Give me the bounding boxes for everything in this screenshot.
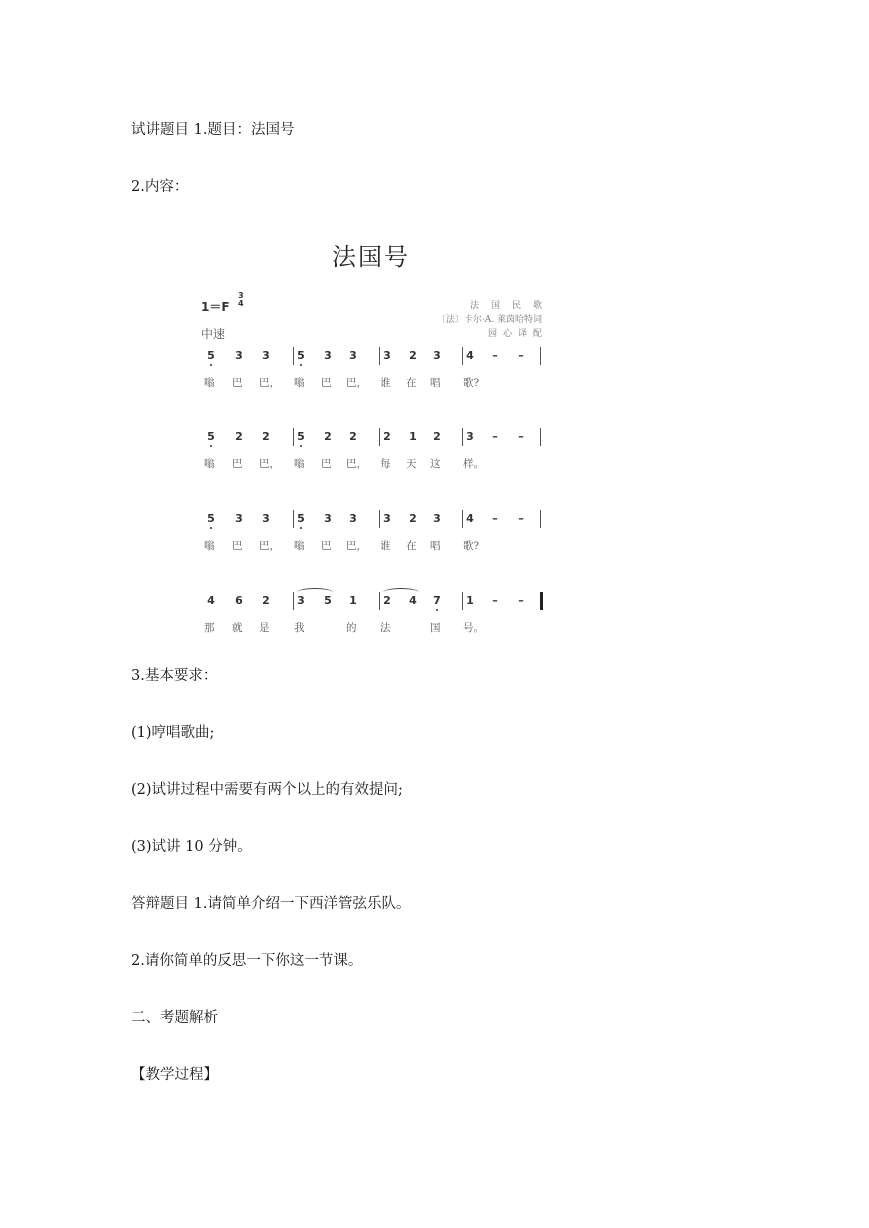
jianpu-note: 3 <box>466 430 474 443</box>
jianpu-note: 4 <box>466 349 474 362</box>
lyric-syllable: 这 <box>430 458 441 470</box>
lyric-syllable: 唱 <box>430 540 441 552</box>
jianpu-note: 2 <box>409 512 417 525</box>
jianpu-note: – <box>518 512 524 525</box>
slur-mark <box>383 588 419 597</box>
lyric-syllable: 天 <box>406 458 417 470</box>
defense-question-2: 2.请你简单的反思一下你这一节课。 <box>131 953 363 969</box>
jianpu-note: 3 <box>262 349 270 362</box>
credit-origin: 法国民歌 <box>469 301 554 311</box>
time-signature <box>238 292 244 308</box>
jianpu-note: 3 <box>324 512 332 525</box>
jianpu-note: – <box>492 349 498 362</box>
notation-row <box>196 347 546 365</box>
lyric-syllable: 样。 <box>463 458 484 470</box>
jianpu-note: – <box>518 594 524 607</box>
lyric-syllable: 巴， <box>259 458 280 470</box>
barline <box>540 347 541 365</box>
lyric-syllable: 嗡 <box>204 458 215 470</box>
lyric-syllable: 嗡 <box>294 540 305 552</box>
teaching-process-heading: 【教学过程】 <box>131 1067 218 1083</box>
lyric-syllable: 在 <box>406 377 417 389</box>
lyric-syllable: 国 <box>430 622 441 634</box>
lyric-row <box>196 456 546 474</box>
slur-mark <box>297 588 333 597</box>
notation-row <box>196 428 546 446</box>
jianpu-note: 2 <box>409 349 417 362</box>
lyric-syllable: 巴 <box>321 540 332 552</box>
jianpu-note: 7 <box>430 594 444 607</box>
credit-translator: 园心译配 <box>487 329 548 339</box>
jianpu-note: 3 <box>383 512 391 525</box>
lyric-syllable: 巴 <box>232 377 243 389</box>
lyric-syllable: 我 <box>294 622 305 634</box>
jianpu-note: 4 <box>207 594 215 607</box>
lyric-syllable: 巴 <box>232 540 243 552</box>
lyric-syllable: 巴， <box>259 540 280 552</box>
jianpu-note: 5 <box>294 512 308 525</box>
jianpu-note: 3 <box>262 512 270 525</box>
jianpu-note: 3 <box>324 349 332 362</box>
section-heading: 二、考题解析 <box>131 1010 218 1026</box>
credit-lyricist: 〔法〕卡尔·A. 莱茵哈特词 <box>436 315 542 325</box>
requirement-3: (3)试讲 10 分钟。 <box>131 839 252 855</box>
lyric-row <box>196 538 546 556</box>
lyric-syllable: 巴， <box>346 540 367 552</box>
jianpu-note: 5 <box>204 430 218 443</box>
lyric-syllable: 嗡 <box>294 377 305 389</box>
jianpu-note: 3 <box>235 349 243 362</box>
jianpu-note: 1 <box>349 594 357 607</box>
defense-question-1: 答辩题目 1.请简单介绍一下西洋管弦乐队。 <box>131 896 411 912</box>
lyric-syllable: 是 <box>259 622 270 634</box>
lyric-syllable: 在 <box>406 540 417 552</box>
jianpu-note: 3 <box>235 512 243 525</box>
lyric-syllable: 谁 <box>380 377 391 389</box>
lyric-syllable: 嗡 <box>204 377 215 389</box>
requirement-2: (2)试讲过程中需要有两个以上的有效提问; <box>131 782 403 798</box>
barline <box>540 510 541 528</box>
exam-topic-line: 试讲题目 1.题目：法国号 <box>131 122 295 138</box>
lyric-syllable: 巴， <box>346 458 367 470</box>
song-title: 法国号 <box>332 243 410 271</box>
jianpu-note: 3 <box>433 349 441 362</box>
lyric-syllable: 号。 <box>463 622 484 634</box>
lyric-syllable: 巴 <box>321 377 332 389</box>
lyric-syllable: 唱 <box>430 377 441 389</box>
requirement-1: (1)哼唱歌曲; <box>131 725 215 741</box>
lyric-syllable: 歌? <box>463 540 480 552</box>
jianpu-note: – <box>492 512 498 525</box>
jianpu-note: 5 <box>204 349 218 362</box>
jianpu-note: 2 <box>262 594 270 607</box>
jianpu-note: 5 <box>294 349 308 362</box>
time-signature-bottom: 4 <box>238 299 244 308</box>
jianpu-note: – <box>518 349 524 362</box>
jianpu-note: 2 <box>433 430 441 443</box>
lyric-syllable: 那 <box>204 622 215 634</box>
requirements-heading: 3.基本要求： <box>131 668 218 684</box>
jianpu-note: 3 <box>349 512 357 525</box>
jianpu-note: 2 <box>383 594 391 607</box>
jianpu-note: 2 <box>349 430 357 443</box>
jianpu-note: 2 <box>235 430 243 443</box>
jianpu-note: 3 <box>349 349 357 362</box>
jianpu-note: 2 <box>383 430 391 443</box>
tempo-marking: 中速 <box>201 327 226 341</box>
lyric-syllable: 巴， <box>346 377 367 389</box>
lyric-syllable: 巴 <box>232 458 243 470</box>
lyric-syllable: 巴， <box>259 377 280 389</box>
jianpu-note: 4 <box>409 594 417 607</box>
content-label: 2.内容： <box>131 179 189 195</box>
lyric-row <box>196 375 546 393</box>
lyric-syllable: 巴 <box>321 458 332 470</box>
barline <box>540 428 541 446</box>
jianpu-note: 3 <box>383 349 391 362</box>
jianpu-note: 5 <box>294 430 308 443</box>
lyric-syllable: 嗡 <box>204 540 215 552</box>
lyric-row <box>196 620 546 638</box>
jianpu-note: 2 <box>262 430 270 443</box>
key-signature: 1＝F <box>201 300 230 314</box>
final-barline <box>540 592 543 610</box>
notation-row <box>196 510 546 528</box>
lyric-syllable: 法 <box>380 622 391 634</box>
sheet-music <box>196 232 554 634</box>
jianpu-note: 4 <box>466 512 474 525</box>
jianpu-note: – <box>492 430 498 443</box>
lyric-syllable: 谁 <box>380 540 391 552</box>
jianpu-note: 5 <box>204 512 218 525</box>
lyric-syllable: 歌? <box>463 377 480 389</box>
jianpu-note: 2 <box>324 430 332 443</box>
lyric-syllable: 就 <box>232 622 243 634</box>
jianpu-note: 1 <box>466 594 474 607</box>
jianpu-note: 3 <box>297 594 305 607</box>
lyric-syllable: 的 <box>346 622 357 634</box>
jianpu-note: 1 <box>409 430 417 443</box>
notation-row <box>196 592 546 610</box>
jianpu-note: – <box>518 430 524 443</box>
jianpu-note: 6 <box>235 594 243 607</box>
jianpu-note: – <box>492 594 498 607</box>
jianpu-note: 5 <box>324 594 332 607</box>
jianpu-note: 3 <box>433 512 441 525</box>
lyric-syllable: 每 <box>380 458 391 470</box>
time-signature-top: 3 <box>238 291 244 300</box>
lyric-syllable: 嗡 <box>294 458 305 470</box>
